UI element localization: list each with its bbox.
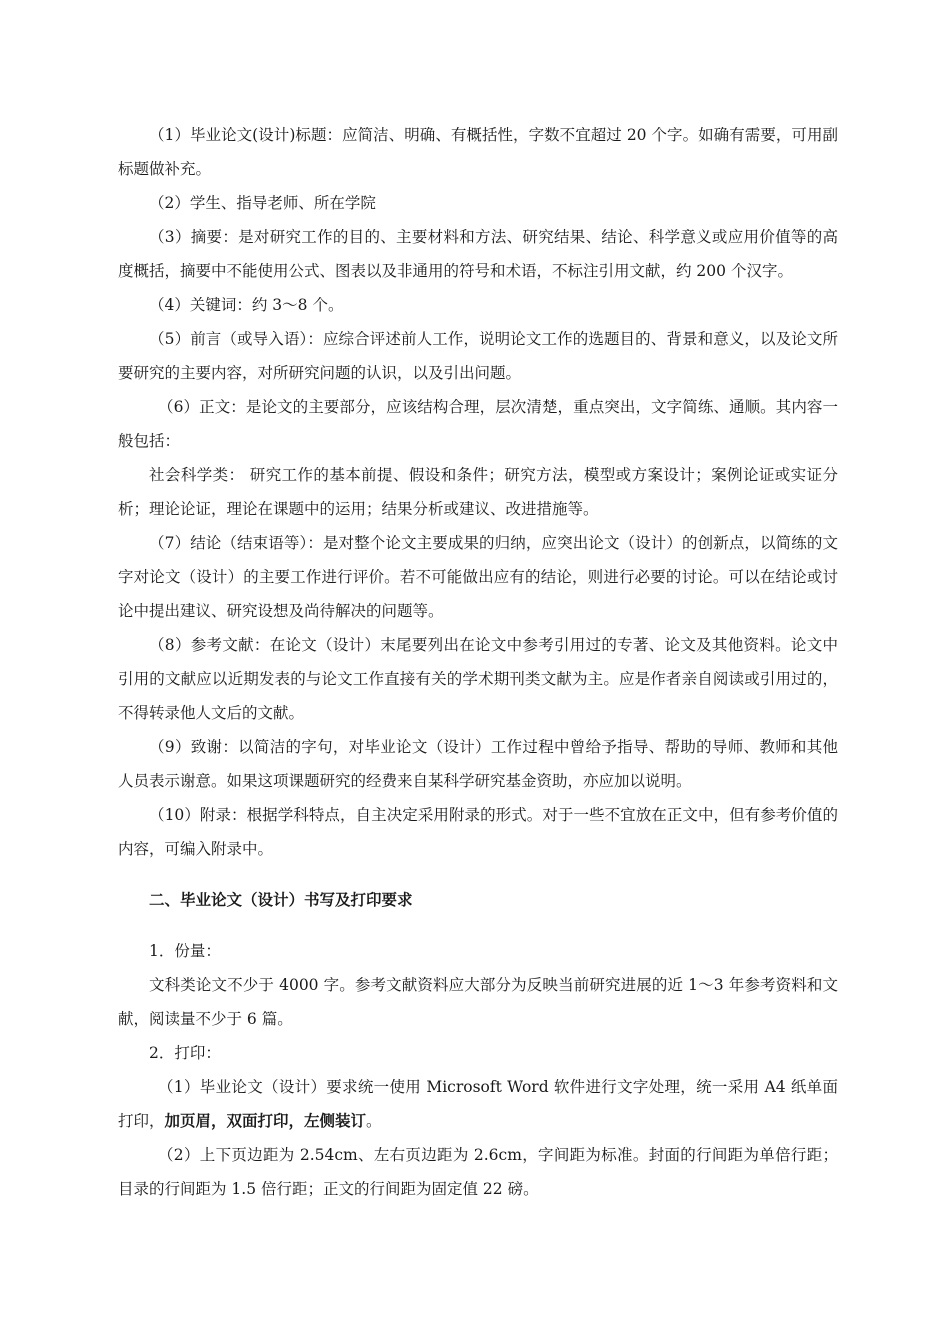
item-acknowledgement: （9）致谢：以简洁的字句，对毕业论文（设计）工作过程中曾给予指导、帮助的导师、教师和其他人员表示谢意。如果这项课题研究的经费来自某科学研究基金资助，亦应加以说明。 <box>118 738 838 790</box>
section-heading: 二、毕业论文（设计）书写及打印要求 <box>149 891 413 909</box>
item-keywords: （4）关键词：约 3～8 个。 <box>149 296 344 314</box>
print-rule-2: （2）上下页边距为 2.54cm、左右页边距为 2.6cm，字间距为标准。封面的行间距为单倍行距；目录的行间距为 1.5 倍行距；正文的行间距为固定值 22 磅。 <box>118 1146 838 1198</box>
item-conclusion: （7）结论（结束语等）：是对整个论文主要成果的归纳，应突出论文（设计）的创新点，以简练的文字对论文（设计）的主要工作进行评价。若不可能做出应有的结论，则进行必要的讨论。可以在结论或讨论中提出建议、研究设想及尚待解决的问题等。 <box>118 534 838 620</box>
print-title: 2．打印： <box>149 1044 221 1062</box>
item-preface: （5）前言（或导入语）：应综合评述前人工作，说明论文工作的选题目的、背景和意义，以及论文所要研究的主要内容，对所研究问题的认识，以及引出问题。 <box>118 330 838 382</box>
print-rule-1-end: 。 <box>366 1112 382 1130</box>
print-rule-1 <box>118 1070 838 1138</box>
item-references: （8）参考文献：在论文（设计）末尾要列出在论文中参考引用过的专著、论文及其他资料。论文中引用的文献应以近期发表的与论文工作直接有关的学术期刊类文献为主。应是作者亲自阅读或引用过的，不得转录他人文后的文献。 <box>118 636 838 722</box>
item-social-science: 社会科学类： 研究工作的基本前提、假设和条件；研究方法，模型或方案设计；案例论证或实证分析；理论论证，理论在课题中的运用；结果分析或建议、改进措施等。 <box>118 466 838 518</box>
length-body: 文科类论文不少于 4000 字。参考文献资料应大部分为反映当前研究进展的近 1～3 年参考资料和文献，阅读量不少于 6 篇。 <box>118 976 838 1028</box>
print-rule-1-emphasis: 加页眉，双面打印，左侧装订 <box>164 1112 367 1130</box>
print-rule-1-text: （1）毕业论文（设计）要求统一使用 Microsoft Word 软件进行文字处理，统一采用 A4 纸单面打印， <box>118 1078 838 1130</box>
item-title: （1）毕业论文(设计)标题：应简洁、明确、有概括性，字数不宜超过 20 个字。如确有需要，可用副标题做补充。 <box>118 126 838 178</box>
document-body <box>118 118 838 1206</box>
item-main-text: （6）正文：是论文的主要部分，应该结构合理，层次清楚，重点突出，文字简练、通顺。其内容一般包括： <box>118 398 838 450</box>
item-student-info: （2）学生、指导老师、所在学院 <box>149 194 376 212</box>
item-appendix: （10）附录：根据学科特点，自主决定采用附录的形式。对于一些不宜放在正文中，但有参考价值的内容，可编入附录中。 <box>118 806 838 858</box>
length-title: 1．份量： <box>149 942 221 960</box>
item-abstract: （3）摘要：是对研究工作的目的、主要材料和方法、研究结果、结论、科学意义或应用价值等的高度概括，摘要中不能使用公式、图表以及非通用的符号和术语，不标注引用文献，约 200 个汉字。 <box>118 228 838 280</box>
